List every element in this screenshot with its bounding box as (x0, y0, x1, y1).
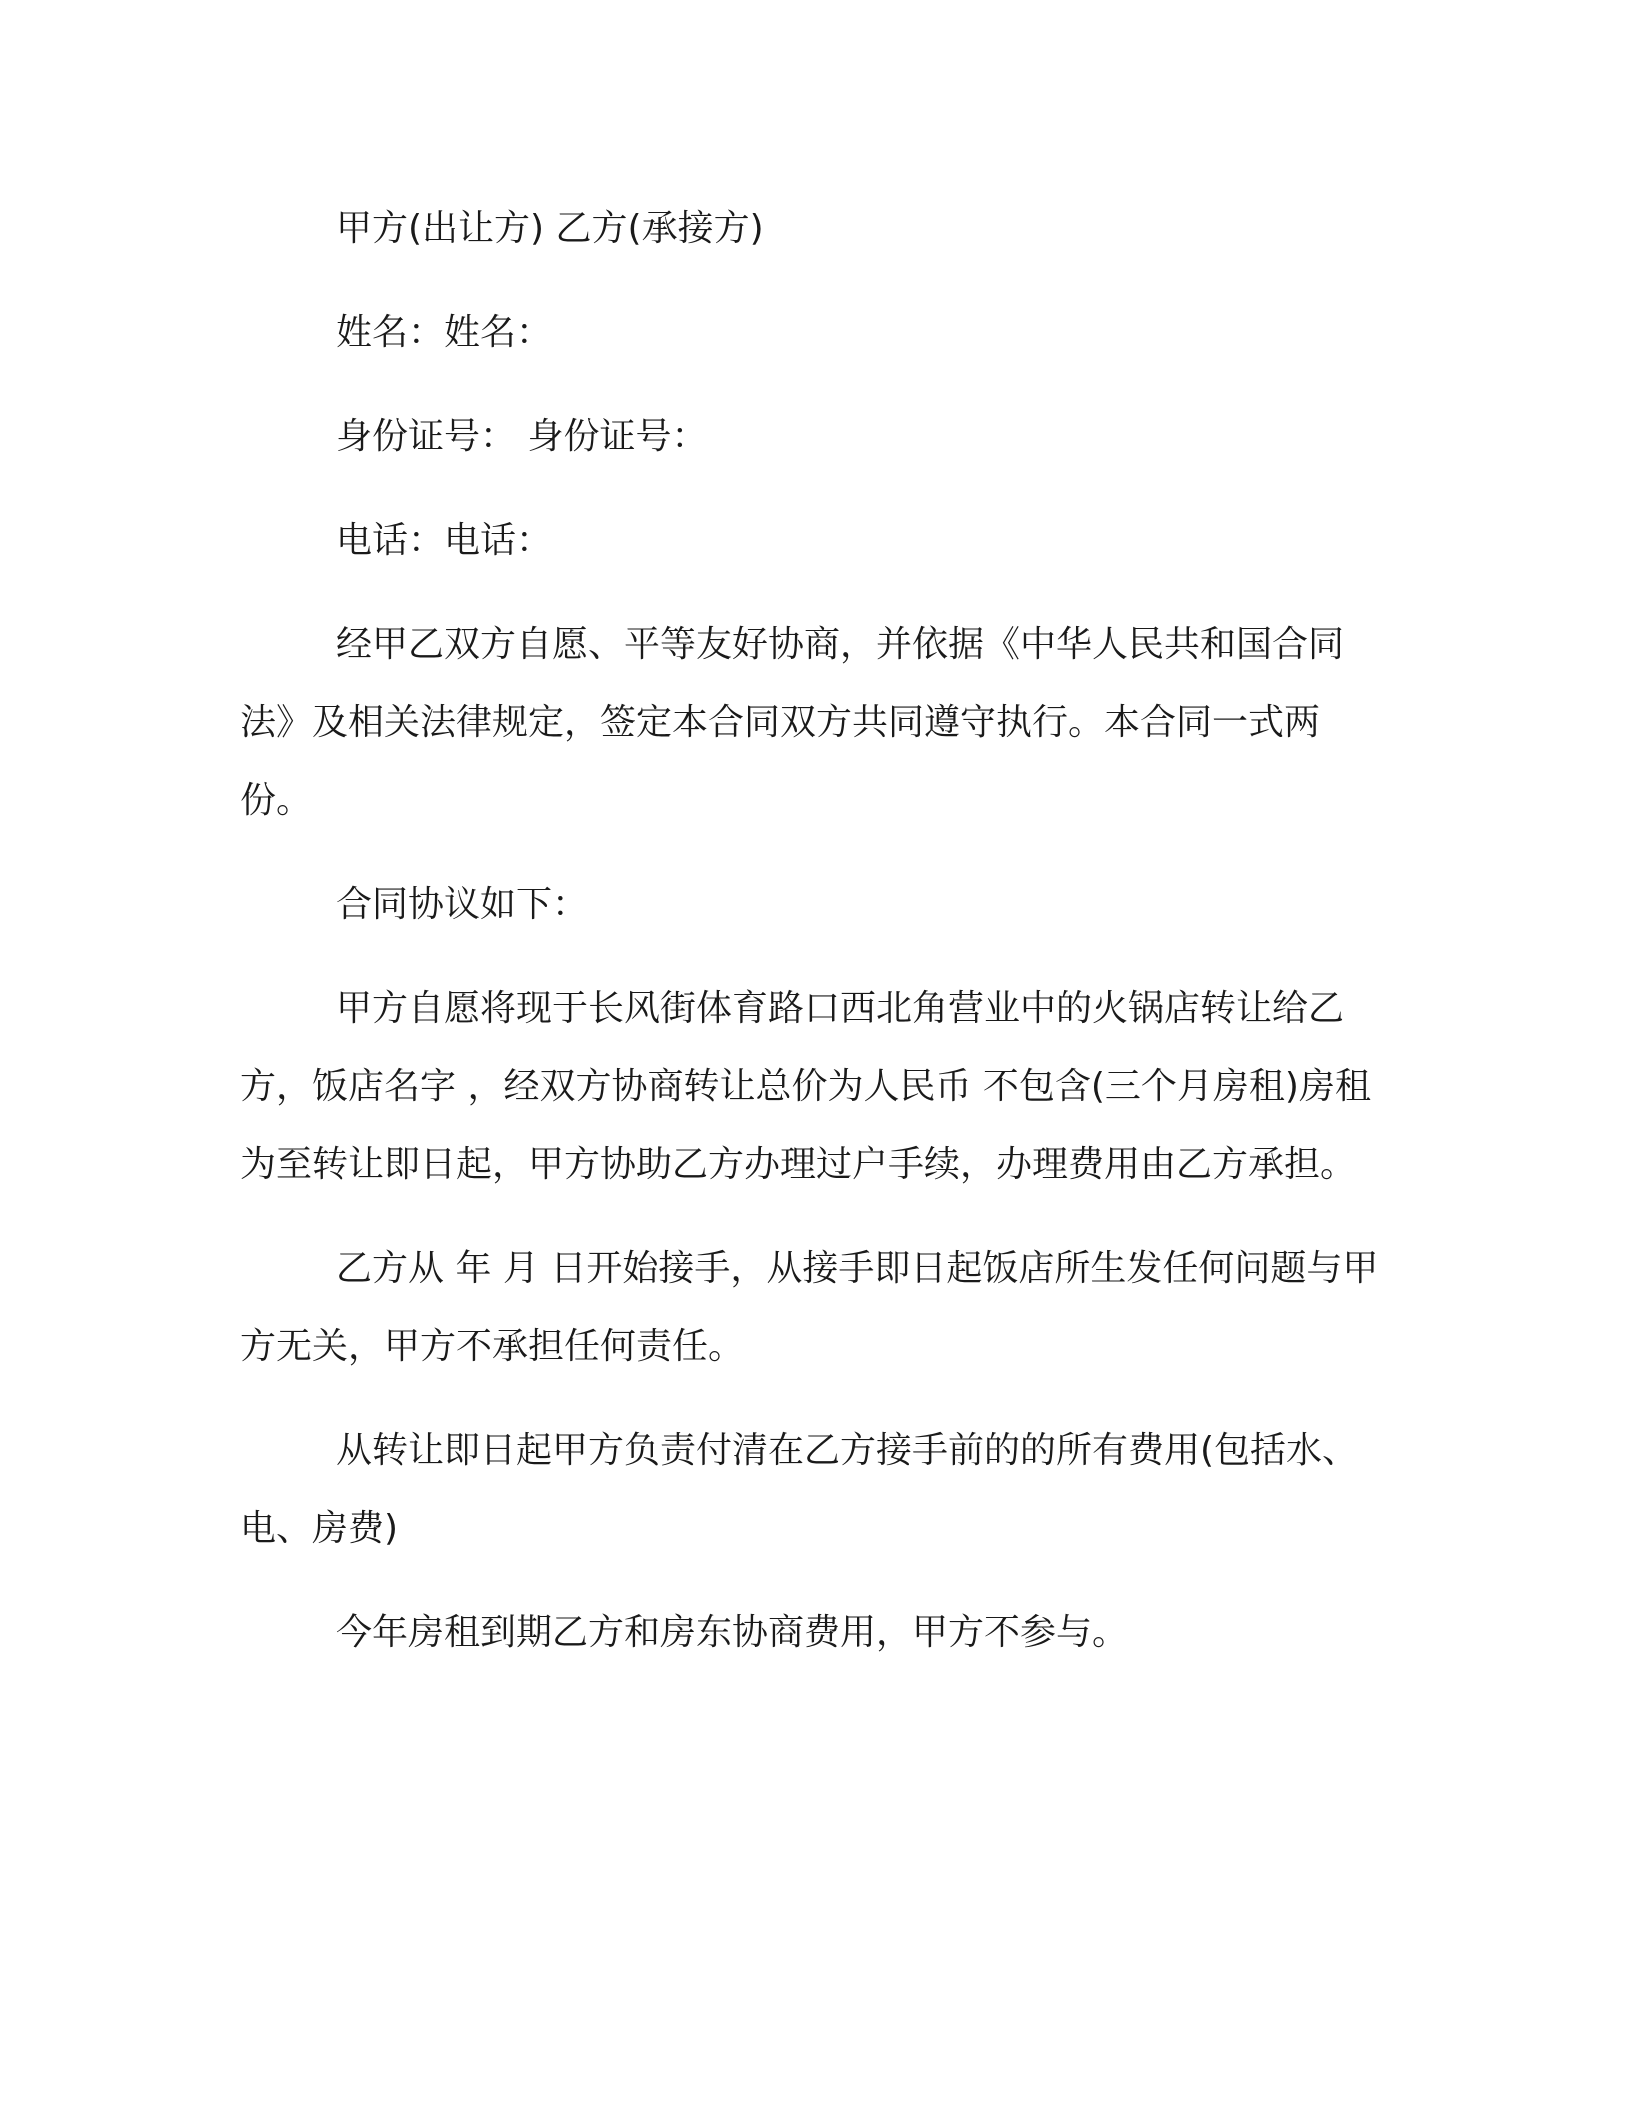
document-body (240, 190, 1390, 1672)
handover-clause: 乙方从 年 月 日开始接手，从接手即日起饭店所生发任何问题与甲方无关，甲方不承担任何责任。 (240, 1248, 1379, 1367)
agreement-heading: 合同协议如下： (336, 884, 589, 925)
id-number-line: 身份证号： 身份证号： (336, 416, 708, 457)
fees-clause: 从转让即日起甲方负责付清在乙方接手前的的所有费用(包括水、电、房费) (240, 1430, 1359, 1549)
rent-clause: 今年房租到期乙方和房东协商费用，甲方不参与。 (336, 1612, 1129, 1653)
parties-line: 甲方(出让方) 乙方(承接方) (336, 208, 764, 249)
preamble-paragraph: 经甲乙双方自愿、平等友好协商，并依据《中华人民共和国合同法》及相关法律规定，签定本合同双方共同遵守执行。本合同一式两份。 (240, 624, 1345, 821)
name-line: 姓名：姓名： (336, 312, 553, 353)
phone-line: 电话：电话： (336, 520, 553, 561)
transfer-clause: 甲方自愿将现于长风街体育路口西北角营业中的火锅店转让给乙方，饭店名字 ，经双方协商转让总价为人民币 不包含(三个月房租)房租为至转让即日起，甲方协助乙方办理过户手续，办理费用由乙方承担。 (240, 988, 1371, 1185)
